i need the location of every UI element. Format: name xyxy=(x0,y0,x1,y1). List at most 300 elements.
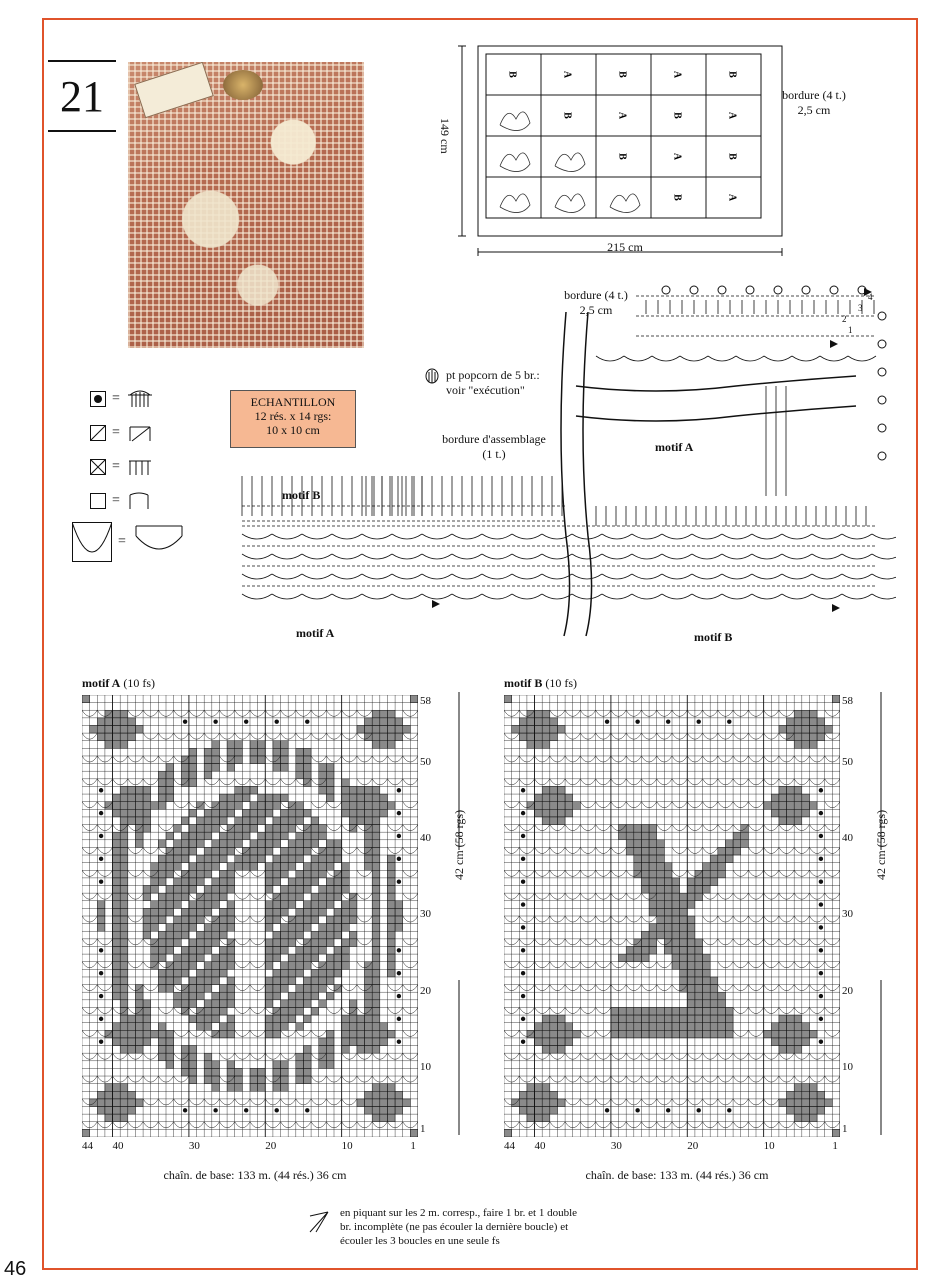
popcorn-icon xyxy=(878,340,886,348)
filled-cell xyxy=(296,954,304,962)
filled-cell xyxy=(380,802,388,810)
filled-cell xyxy=(387,886,395,894)
filled-cell xyxy=(296,908,304,916)
filled-cell xyxy=(288,893,296,901)
filled-cell xyxy=(380,710,388,718)
filled-cell xyxy=(779,786,787,794)
filled-cell xyxy=(204,886,212,894)
chart-a-col-ticks xyxy=(78,1140,428,1158)
filled-cell xyxy=(565,1023,573,1031)
filled-cell xyxy=(197,840,205,848)
filled-cell xyxy=(303,1061,311,1069)
filled-cell xyxy=(219,962,227,970)
filled-cell xyxy=(550,725,558,733)
popcorn-dot xyxy=(819,948,823,952)
filled-cell xyxy=(120,1000,128,1008)
filled-cell xyxy=(113,1114,121,1122)
filled-cell xyxy=(227,870,235,878)
filled-cell xyxy=(97,924,105,932)
layout-cell-label: B xyxy=(616,71,628,78)
filled-cell xyxy=(372,939,380,947)
filled-cell xyxy=(342,1030,350,1038)
filled-cell xyxy=(166,855,174,863)
filled-cell xyxy=(527,802,535,810)
row-tick-label: 20 xyxy=(420,984,431,997)
filled-cell xyxy=(288,962,296,970)
filled-cell xyxy=(349,908,357,916)
filled-cell xyxy=(387,908,395,916)
filled-cell xyxy=(281,1068,289,1076)
filled-cell xyxy=(657,931,665,939)
filled-cell xyxy=(802,710,810,718)
filled-cell xyxy=(311,992,319,1000)
filled-cell xyxy=(387,878,395,886)
filled-cell xyxy=(657,840,665,848)
filled-cell xyxy=(365,733,373,741)
filled-cell xyxy=(219,832,227,840)
filled-cell xyxy=(319,901,327,909)
filled-cell xyxy=(365,832,373,840)
col-tick-label: 30 xyxy=(188,1140,200,1152)
filled-cell xyxy=(296,756,304,764)
filled-cell xyxy=(387,1114,395,1122)
filled-cell xyxy=(250,863,258,871)
filled-cell xyxy=(787,1107,795,1115)
filled-cell xyxy=(227,809,235,817)
filled-cell xyxy=(680,946,688,954)
filled-cell xyxy=(281,794,289,802)
filled-cell xyxy=(120,718,128,726)
filled-cell xyxy=(105,1114,113,1122)
filled-cell xyxy=(113,939,121,947)
filled-cell xyxy=(380,733,388,741)
filled-cell xyxy=(365,1000,373,1008)
filled-cell xyxy=(113,1099,121,1107)
filled-cell xyxy=(672,886,680,894)
filled-cell xyxy=(641,878,649,886)
filled-cell xyxy=(281,855,289,863)
filled-cell xyxy=(113,878,121,886)
filled-cell xyxy=(303,1076,311,1084)
filled-cell xyxy=(288,817,296,825)
row-tick-label: 50 xyxy=(842,755,853,768)
filled-cell xyxy=(235,1084,243,1092)
filled-cell xyxy=(135,1046,143,1054)
filled-cell xyxy=(189,977,197,985)
filled-cell xyxy=(113,855,121,863)
filled-cell xyxy=(105,741,113,749)
filled-cell xyxy=(128,809,136,817)
filled-cell xyxy=(143,1023,151,1031)
filled-cell xyxy=(794,786,802,794)
filled-cell xyxy=(97,901,105,909)
filled-cell xyxy=(189,840,197,848)
filled-cell xyxy=(120,794,128,802)
filled-cell xyxy=(372,786,380,794)
filled-cell xyxy=(387,725,395,733)
filled-cell xyxy=(710,878,718,886)
filled-cell xyxy=(303,946,311,954)
decrease-stitch-icon xyxy=(306,1208,332,1234)
filled-cell xyxy=(611,1023,619,1031)
stitch-motif-a-right: motif A xyxy=(655,440,694,454)
filled-cell xyxy=(219,878,227,886)
filled-cell xyxy=(319,847,327,855)
filled-cell xyxy=(725,1015,733,1023)
filled-cell xyxy=(802,733,810,741)
filled-cell xyxy=(779,802,787,810)
filled-cell xyxy=(120,855,128,863)
filled-cell xyxy=(296,847,304,855)
filled-cell xyxy=(342,946,350,954)
filled-cell xyxy=(365,863,373,871)
filled-cell xyxy=(641,1007,649,1015)
filled-cell xyxy=(113,1084,121,1092)
filled-cell xyxy=(120,878,128,886)
filled-cell xyxy=(303,840,311,848)
filled-cell xyxy=(319,1038,327,1046)
filled-cell xyxy=(372,794,380,802)
row-tick-label: 10 xyxy=(420,1060,431,1073)
filled-cell xyxy=(319,825,327,833)
filled-cell xyxy=(649,901,657,909)
filled-cell xyxy=(235,832,243,840)
filled-cell xyxy=(771,1038,779,1046)
filled-cell xyxy=(158,893,166,901)
filled-cell xyxy=(718,1015,726,1023)
filled-cell xyxy=(365,977,373,985)
filled-cell xyxy=(802,1099,810,1107)
filled-cell xyxy=(258,1076,266,1084)
filled-cell xyxy=(527,1107,535,1115)
filled-cell xyxy=(120,916,128,924)
filled-cell xyxy=(219,931,227,939)
filled-dot-square-icon xyxy=(90,391,106,407)
filled-cell xyxy=(113,962,121,970)
filled-cell xyxy=(349,802,357,810)
filled-cell xyxy=(342,802,350,810)
filled-cell xyxy=(787,1030,795,1038)
filled-cell xyxy=(680,916,688,924)
popcorn-dot xyxy=(521,994,525,998)
filled-cell xyxy=(204,825,212,833)
filled-cell xyxy=(410,695,418,703)
filled-cell xyxy=(158,977,166,985)
filled-cell xyxy=(794,817,802,825)
filled-cell xyxy=(158,954,166,962)
filled-cell xyxy=(227,1076,235,1084)
col-tick-label: 20 xyxy=(265,1140,277,1152)
filled-cell xyxy=(120,985,128,993)
filled-cell xyxy=(288,886,296,894)
filled-cell xyxy=(725,1030,733,1038)
filled-cell xyxy=(258,748,266,756)
filled-cell xyxy=(372,893,380,901)
filled-cell xyxy=(527,1084,535,1092)
popcorn-dot xyxy=(819,1017,823,1021)
filled-cell xyxy=(395,1091,403,1099)
filled-cell xyxy=(342,794,350,802)
popcorn-icon xyxy=(878,452,886,460)
filled-cell xyxy=(120,1007,128,1015)
filled-cell xyxy=(113,802,121,810)
filled-cell xyxy=(365,1015,373,1023)
filled-cell xyxy=(565,1038,573,1046)
filled-cell xyxy=(265,1000,273,1008)
filled-cell xyxy=(128,1099,136,1107)
filled-cell xyxy=(303,916,311,924)
filled-cell xyxy=(372,802,380,810)
filled-cell xyxy=(504,1129,512,1137)
rose-motif-icon xyxy=(500,153,530,172)
filled-cell xyxy=(265,863,273,871)
filled-cell xyxy=(113,893,121,901)
filled-cell xyxy=(135,840,143,848)
filled-cell xyxy=(143,786,151,794)
filled-cell xyxy=(395,1107,403,1115)
filled-cell xyxy=(135,985,143,993)
popcorn-dot xyxy=(666,719,670,723)
filled-cell xyxy=(787,1023,795,1031)
filled-cell xyxy=(120,1038,128,1046)
filled-cell xyxy=(113,908,121,916)
filled-cell xyxy=(128,1015,136,1023)
filled-cell xyxy=(550,1091,558,1099)
filled-cell xyxy=(802,1091,810,1099)
filled-cell xyxy=(342,954,350,962)
filled-cell xyxy=(557,809,565,817)
filled-cell xyxy=(326,931,334,939)
filled-cell xyxy=(197,1007,205,1015)
filled-cell xyxy=(372,969,380,977)
filled-cell xyxy=(680,969,688,977)
filled-cell xyxy=(657,1030,665,1038)
filled-cell xyxy=(235,794,243,802)
filled-cell xyxy=(311,863,319,871)
filled-cell xyxy=(273,748,281,756)
filled-cell xyxy=(258,840,266,848)
filled-cell xyxy=(250,817,258,825)
filled-cell xyxy=(380,1099,388,1107)
filled-cell xyxy=(557,1046,565,1054)
filled-cell xyxy=(410,1129,418,1137)
filled-cell xyxy=(542,809,550,817)
filled-cell xyxy=(120,840,128,848)
filled-cell xyxy=(219,794,227,802)
filled-cell xyxy=(265,992,273,1000)
filled-cell xyxy=(242,855,250,863)
chart-a-size-label: 42 cm (58 rgs) xyxy=(452,809,466,880)
layout-cell-label: B xyxy=(561,112,573,119)
open-mesh-icon xyxy=(126,491,154,511)
filled-cell xyxy=(281,985,289,993)
filled-cell xyxy=(151,886,159,894)
filled-cell xyxy=(817,1091,825,1099)
popcorn-dot xyxy=(99,994,103,998)
filled-cell xyxy=(311,832,319,840)
filled-cell xyxy=(258,832,266,840)
filled-cell xyxy=(212,855,220,863)
filled-cell xyxy=(212,802,220,810)
filled-cell xyxy=(365,1023,373,1031)
filled-cell xyxy=(97,725,105,733)
legend-row-dot: = xyxy=(90,382,186,416)
filled-cell xyxy=(319,985,327,993)
filled-cell xyxy=(649,908,657,916)
filled-cell xyxy=(365,725,373,733)
filled-cell xyxy=(710,1023,718,1031)
slash-square-icon xyxy=(90,425,106,441)
filled-cell xyxy=(158,863,166,871)
filled-cell xyxy=(672,908,680,916)
filled-cell xyxy=(802,1084,810,1092)
filled-cell xyxy=(387,1099,395,1107)
filled-cell xyxy=(695,1007,703,1015)
filled-cell xyxy=(387,733,395,741)
filled-cell xyxy=(135,832,143,840)
chart-b-col-ticks xyxy=(500,1140,850,1158)
filled-cell xyxy=(273,985,281,993)
filled-cell xyxy=(319,939,327,947)
filled-cell xyxy=(212,863,220,871)
filled-cell xyxy=(832,695,840,703)
filled-cell xyxy=(250,847,258,855)
filled-cell xyxy=(158,931,166,939)
filled-cell xyxy=(787,1099,795,1107)
filled-cell xyxy=(296,840,304,848)
filled-cell xyxy=(664,1023,672,1031)
popcorn-dot xyxy=(521,902,525,906)
filled-cell xyxy=(265,924,273,932)
filled-cell xyxy=(372,855,380,863)
filled-cell xyxy=(174,901,182,909)
filled-cell xyxy=(113,725,121,733)
filled-cell xyxy=(779,1099,787,1107)
filled-cell xyxy=(387,855,395,863)
filled-cell xyxy=(288,954,296,962)
filled-cell xyxy=(151,901,159,909)
filled-cell xyxy=(787,817,795,825)
filled-cell xyxy=(809,1114,817,1122)
filled-cell xyxy=(143,1030,151,1038)
filled-cell xyxy=(809,1091,817,1099)
filled-cell xyxy=(387,802,395,810)
filled-cell xyxy=(387,931,395,939)
arrow-icon xyxy=(830,340,838,348)
filled-cell xyxy=(626,1007,634,1015)
filled-cell xyxy=(204,771,212,779)
filled-cell xyxy=(326,847,334,855)
filled-cell xyxy=(158,916,166,924)
filled-cell xyxy=(281,817,289,825)
filled-cell xyxy=(542,794,550,802)
filled-cell xyxy=(372,1000,380,1008)
filled-cell xyxy=(113,901,121,909)
filled-cell xyxy=(189,1061,197,1069)
filled-cell xyxy=(319,832,327,840)
filled-cell xyxy=(151,946,159,954)
filled-cell xyxy=(181,1007,189,1015)
filled-cell xyxy=(120,863,128,871)
filled-cell xyxy=(664,886,672,894)
filled-cell xyxy=(105,1030,113,1038)
filled-cell xyxy=(557,1023,565,1031)
filled-cell xyxy=(550,1046,558,1054)
filled-cell xyxy=(128,1038,136,1046)
corner-numbers: 4 3 2 1 xyxy=(842,292,873,335)
filled-cell xyxy=(250,1068,258,1076)
filled-cell xyxy=(550,733,558,741)
filled-cell xyxy=(372,1114,380,1122)
filled-cell xyxy=(634,939,642,947)
filled-cell xyxy=(281,809,289,817)
filled-cell xyxy=(258,802,266,810)
filled-cell xyxy=(634,870,642,878)
filled-cell xyxy=(664,931,672,939)
row-tick-label: 10 xyxy=(842,1060,853,1073)
filled-cell xyxy=(527,733,535,741)
filled-cell xyxy=(296,878,304,886)
filled-cell xyxy=(779,1038,787,1046)
filled-cell xyxy=(166,977,174,985)
filled-cell xyxy=(357,786,365,794)
filled-cell xyxy=(326,916,334,924)
filled-cell xyxy=(695,1030,703,1038)
filled-cell xyxy=(212,817,220,825)
filled-cell xyxy=(626,1030,634,1038)
filled-cell xyxy=(794,1038,802,1046)
filled-cell xyxy=(710,870,718,878)
filled-cell xyxy=(641,847,649,855)
filled-cell xyxy=(235,855,243,863)
layout-height-label: 149 cm xyxy=(438,118,452,154)
filled-cell xyxy=(817,1107,825,1115)
filled-cell xyxy=(120,969,128,977)
filled-cell xyxy=(372,817,380,825)
filled-cell xyxy=(219,817,227,825)
filled-cell xyxy=(174,825,182,833)
filled-cell xyxy=(372,809,380,817)
filled-cell xyxy=(227,794,235,802)
filled-cell xyxy=(641,954,649,962)
filled-cell xyxy=(794,718,802,726)
filled-cell xyxy=(395,901,403,909)
filled-cell xyxy=(771,1030,779,1038)
filled-cell xyxy=(664,939,672,947)
filled-cell xyxy=(334,870,342,878)
filled-cell xyxy=(703,1030,711,1038)
filled-cell xyxy=(342,916,350,924)
filled-cell xyxy=(250,786,258,794)
filled-cell xyxy=(235,1076,243,1084)
filled-cell xyxy=(519,718,527,726)
filled-cell xyxy=(265,825,273,833)
popcorn-dot xyxy=(397,994,401,998)
filled-cell xyxy=(281,1000,289,1008)
filled-cell xyxy=(204,924,212,932)
filled-cell xyxy=(288,992,296,1000)
filled-cell xyxy=(695,878,703,886)
filled-cell xyxy=(619,1007,627,1015)
filled-cell xyxy=(634,847,642,855)
filled-cell xyxy=(105,1107,113,1115)
filled-cell xyxy=(649,870,657,878)
filled-cell xyxy=(212,1076,220,1084)
filled-cell xyxy=(189,809,197,817)
filled-cell xyxy=(764,802,772,810)
filled-cell xyxy=(703,1023,711,1031)
popcorn-dot xyxy=(99,880,103,884)
